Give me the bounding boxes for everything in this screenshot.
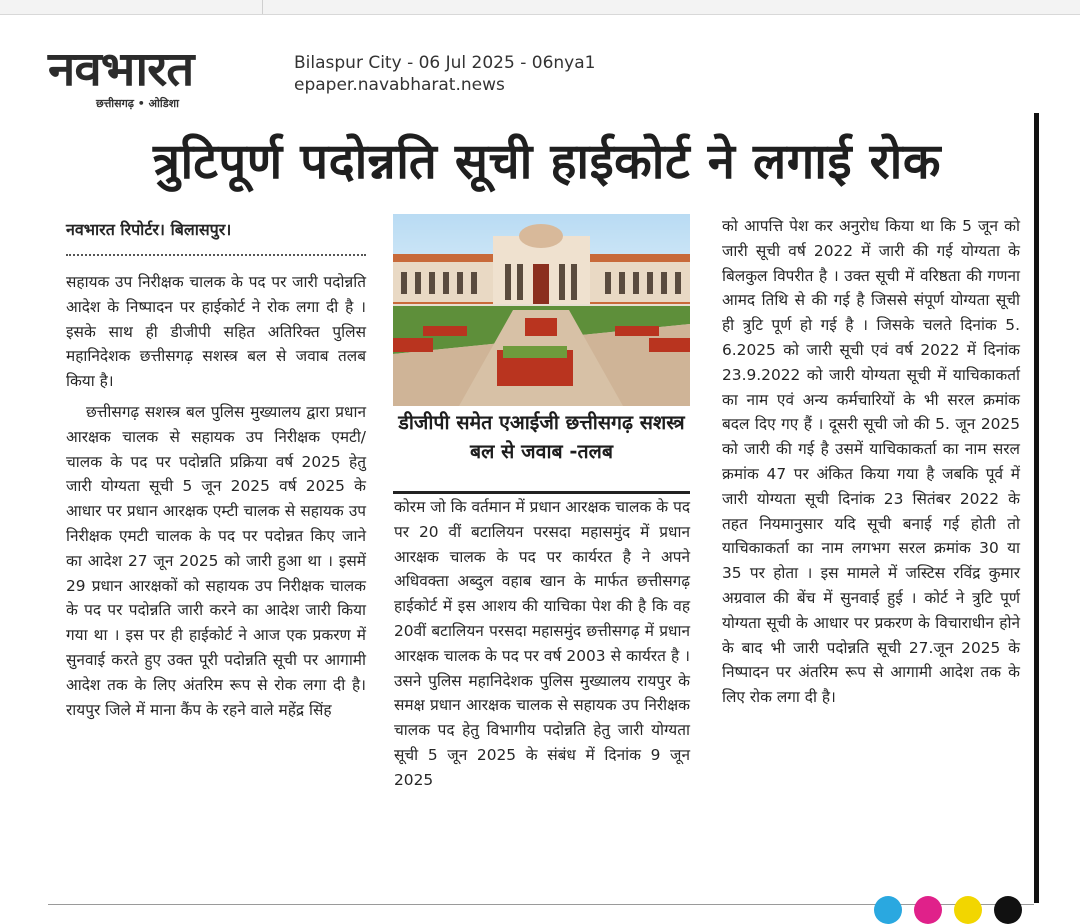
- dotted-divider: [66, 254, 366, 256]
- court-building-image: [393, 214, 690, 406]
- newspaper-masthead: [48, 42, 276, 112]
- page-right-rule: [1034, 113, 1039, 903]
- edition-line: Bilaspur City - 06 Jul 2025 - 06nya1: [294, 53, 596, 73]
- article-headline: त्रुटिपूर्ण पदोन्नति सूची हाईकोर्ट ने लगाई रोक: [153, 133, 941, 190]
- article-column-3: [722, 214, 1020, 710]
- body-paragraph: को आपत्ति पेश कर अनुरोध किया था कि 5 जून को जारी सूची वर्ष 2022 में जारी की गई योग्यता के बिलकुल विपरीत है । उक्त सूची में वरिष्ठता की गणना आमद तिथि से की गई है जिससे संपूर्ण योग्यता सूची ही त्रुटि पूर्ण हो गई है । जिसके चलते दिनांक 5. 6.2025 को जारी सूची एवं वर्ष 2022 में दिनांक 23.9.2022 को जारी योग्यता सूची में याचिकाकर्ता का नाम एवं अन्य कर्मचारियों के भी सरल क्रमांक बदल दिए गए हैं । दूसरी सूची जो की 5. जून 2025 को जारी की गई है उसमें याचिकाकर्ता का नाम सरल क्रमांक 47 पर अंकित किया गया है जबकि पूर्व में जारी योग्यता सूची दिनांक 23 सितंबर 2022 के तहत नियमानुसार यदि सूची बनाई गई होती तो याचिकाकर्ता का नाम लगभग सरल क्रमांक 30 या 35 पर होता । इस मामले में जस्टिस रविंद्र कुमार अग्रवाल की बेंच में सुनवाई हुई । कोर्ट ने त्रुटि पूर्ण योग्यता सूची के आधार पर प्रकरण के विचाराधीन होने के बाद भी जारी पदोन्नति सूची 27.जून 2025 के निष्पादन पर अंतरिम रूप से आगामी आदेश तक के लिए रोक लगा दी है।: [722, 217, 1020, 707]
- reporter-byline: नवभारत रिपोर्टर। बिलासपुर।: [66, 220, 232, 239]
- lead-paragraph: सहायक उप निरीक्षक चालक के पद पर जारी पदोन्नति आदेश के निष्पादन पर हाईकोर्ट ने रोक लगा दी है । इसके साथ ही डीजीपी सहित अतिरिक्त पुलिस महानिदेशक छत्तीसगढ़ सशस्त्र बल से जवाब तलब किया है।: [66, 273, 366, 391]
- body-paragraph: छत्तीसगढ़ सशस्त्र बल पुलिस मुख्यालय द्वारा प्रधान आरक्षक चालक से सहायक उप निरीक्षक एमटी/ चालक के पद पर पदोन्नति प्रक्रिया वर्ष 2025 हेतु जारी योग्यता सूची 5 जून 2025 वर्ष 2025 के आधार पर प्रधान आरक्षक एम्टी चालक से सहायक उप निरीक्षक एमटी चालक के पद पर पदोन्नत किए जाने का आदेश 27 जून 2025 को जारी हुआ था । इसमें 29 प्रधान आरक्षकों को सहायक उप निरीक्षक चालक के पद पर पदोन्नति जारी करने का आदेश जारी किया गया था । इस पर ही हाईकोर्ट ने आज एक प्रकरण में सुनवाई करते हुए उक्त पूरी पदोन्नति सूची पर आगामी आदेश तक के लिए अंतरिम रूप से रोक लगा दी है। रायपुर जिले में माना कैंप के रहने वाले महेंद्र सिंह: [66, 402, 366, 719]
- registration-mark-cyan: [874, 896, 902, 924]
- photo-caption: डीजीपी समेत एआईजी छत्तीसगढ़ सशस्त्र बल से जवाब -तलब: [398, 411, 685, 463]
- top-browser-strip: [0, 0, 1080, 15]
- body-paragraph: कोरम जो कि वर्तमान में प्रधान आरक्षक चालक के पद पर 20 वीं बटालियन परसदा महासमुंद में प्रधान आरक्षक चालक के पद पर कार्यरत है ने अपने अधिवक्ता अब्दुल वहाब खान के मार्फत छत्तीसगढ़ हाईकोर्ट में इस आशय की याचिका पेश की है कि वह 20वीं बटालियन परसदा महासमुंद छत्तीसगढ़ में प्रधान आरक्षक चालक के पद पर वर्ष 2003 से कार्यरत है । उसने पुलिस महानिदेशक पुलिस मुख्यालय रायपुर के समक्ष प्रधान आरक्षक चालक से सहायक उप निरीक्षक चालक पद हेतु विभागीय पदोन्नति हेतु जारी योग्यता सूची 5 जून 2025 के संबंध में दिनांक 9 जून 2025: [394, 498, 690, 789]
- article-column-1: [66, 218, 366, 722]
- registration-mark-black: [994, 896, 1022, 924]
- registration-mark-magenta: [914, 896, 942, 924]
- caption-rule: [393, 491, 690, 494]
- logo-regions: छत्तीसगढ़ • ओडिशा: [96, 97, 179, 110]
- high-court-photo: [393, 214, 690, 406]
- edition-info: [294, 52, 595, 96]
- strip-divider: [262, 0, 263, 14]
- newspaper-logo: नवभारत: [48, 42, 194, 97]
- registration-mark-yellow: [954, 896, 982, 924]
- epaper-website: epaper.navabharat.news: [294, 75, 505, 95]
- article-column-2: [394, 495, 690, 793]
